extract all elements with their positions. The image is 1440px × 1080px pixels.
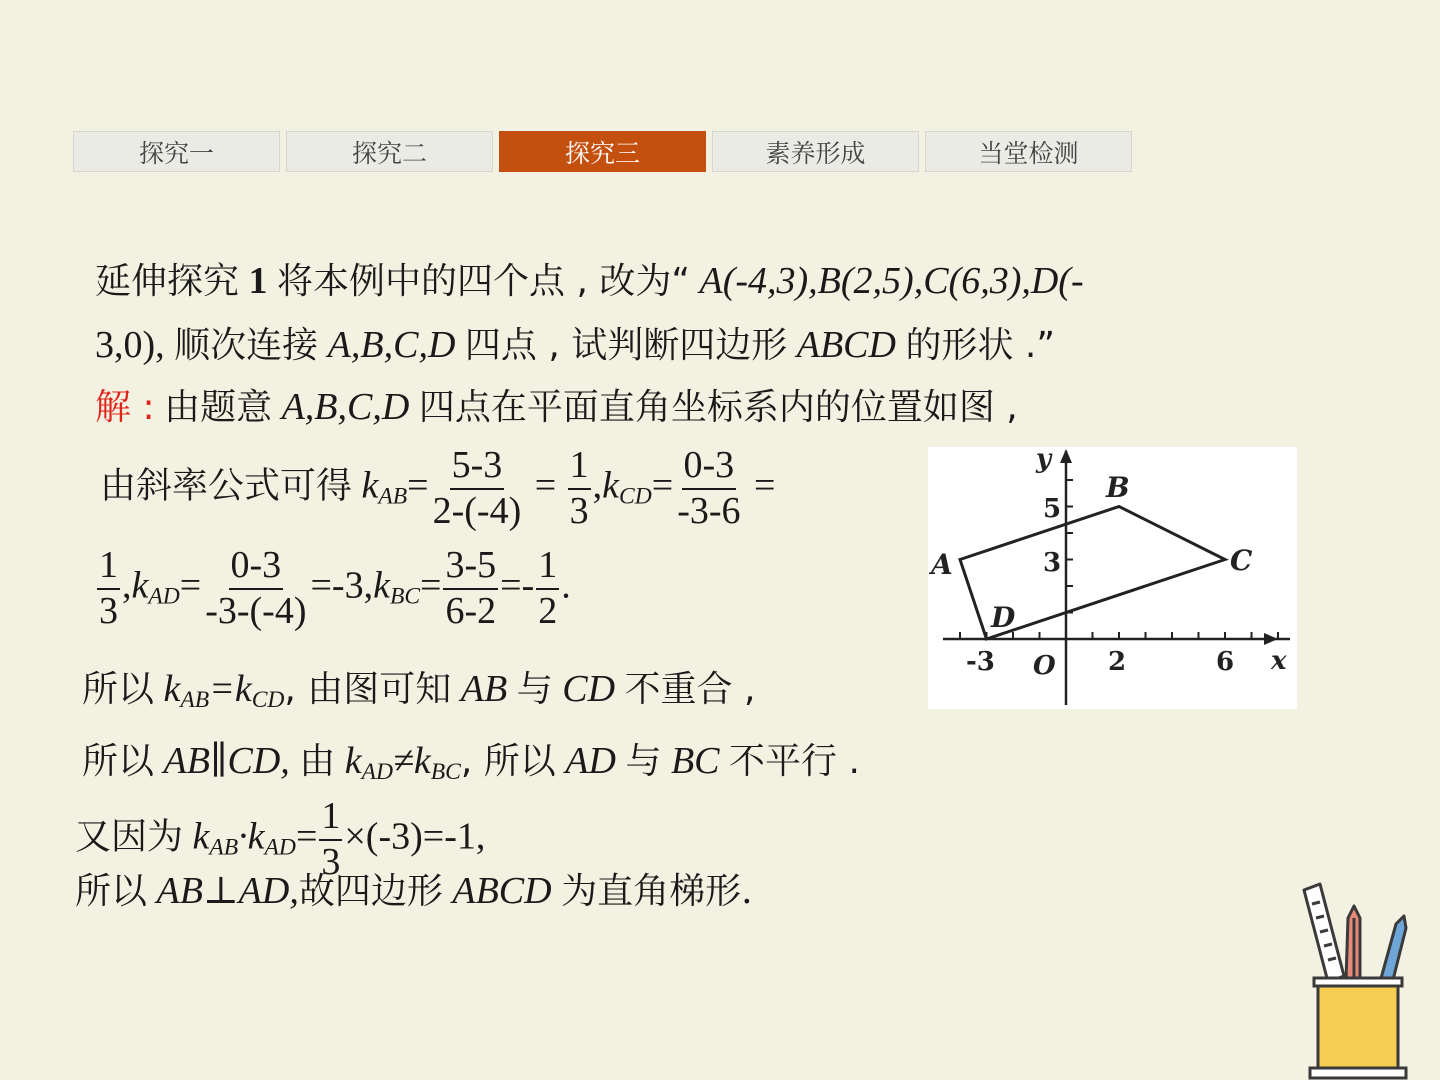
pencil-cup-icon	[1300, 880, 1420, 1080]
point-label-a: A	[931, 548, 953, 581]
x-tick-label-neg3: -3	[966, 647, 995, 677]
y-tick-label-5: 5	[1043, 494, 1062, 524]
fraction-kab: $\frac{5-3}{2-(-4)}$	[432, 444, 522, 532]
section-tabs	[73, 131, 1132, 172]
x-axis-arrow-icon	[1264, 633, 1278, 645]
fraction-one-third: $\frac{1}{3}$	[569, 444, 589, 532]
fraction-kbc: $\frac{3-5}{6-2}$	[445, 544, 497, 632]
fraction-kcd: $\frac{0-3}{-3-6}$	[677, 444, 741, 532]
origin-label: O	[1033, 651, 1056, 681]
fraction-one-half: $\frac{1}{2}$	[538, 544, 558, 632]
y-axis-arrow-icon	[1060, 449, 1072, 463]
solution-label: 解 :	[95, 387, 155, 428]
fraction-product: $\frac{1}{3}$	[321, 795, 341, 883]
fraction-one-third-2: $\frac{1}{3}$	[99, 544, 118, 632]
slope-line-2: $\frac{1}{3}$ $,k_{AD}=$ $\frac{0-3}{-3-(-4)}$ $=-3,k_{BC}=$ $\frac{3-5}{6-2}$ =- $\frac{1}{2}$ .	[99, 544, 571, 632]
solution-line-not-parallel: 所以 AB∥CD, 由 $k_{AD}\ne k_{BC}$, 所以 AD 与 BC 不平行 .	[82, 740, 860, 785]
tab-class-test[interactable]: 当堂检测	[925, 131, 1132, 172]
problem-line-1: 延伸探究 1 将本例中的四个点 , 改为“ A(-4,3),B(2,5),C(6,3),D(-	[95, 260, 1084, 302]
solution-line-parallel: 所以 $k_{AB}=k_{CD}$, 由图可知 AB 与 CD 不重合 ,	[82, 668, 756, 713]
slope-line-1: 由斜率公式可得 $k_{AB}=$ $\frac{5-3}{2-(-4)}$ = $\frac{1}{3}$ $,k_{CD}=$ $\frac{0-3}{-3-6}$ =	[100, 444, 776, 532]
coordinate-figure	[928, 447, 1297, 709]
problem-line-2: 3,0), 顺次连接 A,B,C,D 四点 , 试判断四边形 ABCD 的形状 .”	[95, 324, 1055, 366]
point-label-d: D	[991, 601, 1016, 634]
tab-explore-1[interactable]: 探究一	[73, 131, 280, 172]
tab-explore-3[interactable]: 探究三	[499, 131, 706, 172]
y-tick-label-3: 3	[1043, 548, 1062, 578]
x-tick-label-6: 6	[1216, 647, 1235, 677]
tab-literacy[interactable]: 素养形成	[712, 131, 919, 172]
solution-conclusion: 所以 AB⊥AD,故四边形 ABCD 为直角梯形.	[75, 870, 753, 912]
fraction-kad: $\frac{0-3}{-3-(-4)}$	[205, 544, 307, 632]
solution-line-1: 解 : 由题意 A,B,C,D 四点在平面直角坐标系内的位置如图 ,	[95, 386, 1018, 428]
x-tick-label-2: 2	[1108, 647, 1127, 677]
y-axis-label: y	[1036, 447, 1052, 474]
x-axis-label: x	[1271, 646, 1287, 676]
solution-line-product: 又因为 $k_{AB}\cdot k_{AD}=$ $\frac{1}{3}$ ×(-3)=-1,	[75, 795, 486, 883]
tab-explore-2[interactable]: 探究二	[286, 131, 493, 172]
point-label-b: B	[1106, 471, 1130, 504]
point-label-c: C	[1230, 544, 1253, 577]
